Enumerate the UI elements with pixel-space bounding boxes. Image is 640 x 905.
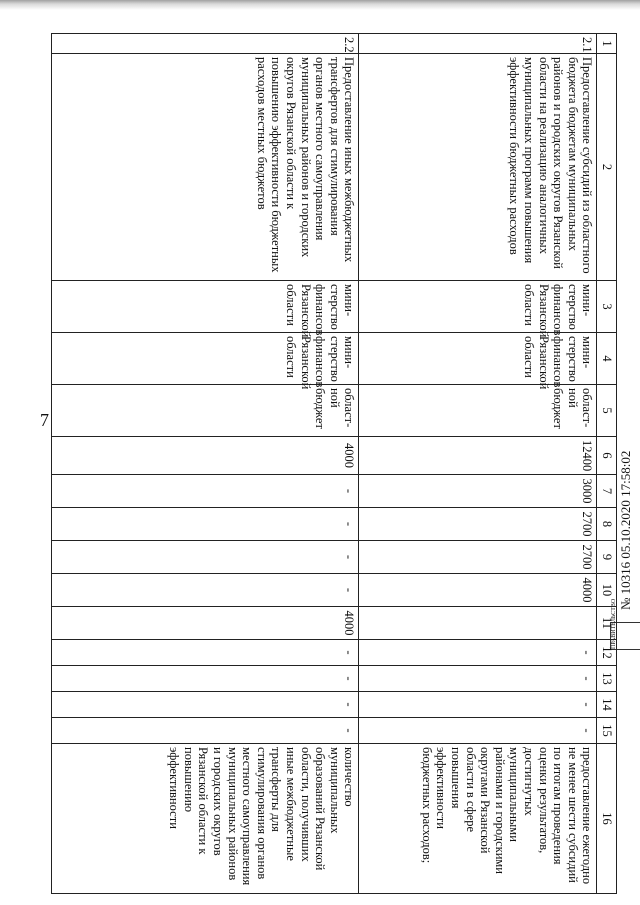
header-cell: 6: [597, 437, 617, 475]
cell-value: 4000: [359, 574, 597, 607]
table-row: [52, 34, 359, 894]
stamp-logo-icon: ПРАВИТЕЛЬСТВО: [610, 622, 640, 650]
header-cell: 15: [597, 718, 617, 744]
cell-total: 12400: [359, 437, 597, 475]
row-number: 2.1: [359, 34, 597, 54]
header-cell: 9: [597, 541, 617, 574]
table-row: [359, 34, 597, 894]
cell-funding-source: област-ной бюджет: [52, 385, 359, 437]
cell-value: [359, 607, 597, 640]
cell-value: -: [52, 508, 359, 541]
cell-value: -: [52, 541, 359, 574]
row-description: Предоставление иных межбюджетных трансфертов для стимулирования органов местного самоуправления муниципальных районов и городских округов Рязанской области к повышению эффективности бюджетных расходов местных бюджетов: [52, 54, 359, 281]
row-number: 2.2: [52, 34, 359, 54]
header-cell: 2: [597, 54, 617, 281]
cell-value: -: [52, 666, 359, 692]
cell-value: -: [52, 692, 359, 718]
header-cell: 7: [597, 475, 617, 508]
header-cell: 4: [597, 333, 617, 385]
header-cell: 11: [597, 607, 617, 640]
header-cell: 12: [597, 640, 617, 666]
header-cell: 1: [597, 34, 617, 54]
cell-value: 2700: [359, 508, 597, 541]
cell-value: -: [52, 475, 359, 508]
cell-indicator: количество муниципальных образований Рязанской области, получивших иные межбюджетные трансферты для стимулирования органов местного самоуправления муниципальных районов и городских округов Рязанской области к повышению эффективности: [52, 744, 359, 894]
program-table: [51, 33, 617, 894]
cell-value: -: [359, 718, 597, 744]
cell-executor: мини-стерство финансов Рязанской области: [359, 281, 597, 333]
document-table-rotated: [51, 33, 617, 893]
cell-value: -: [359, 666, 597, 692]
header-cell: 10: [597, 574, 617, 607]
cell-total: 4000: [52, 437, 359, 475]
header-cell: 13: [597, 666, 617, 692]
cell-value: 2700: [359, 541, 597, 574]
header-cell: 3: [597, 281, 617, 333]
cell-value: -: [52, 574, 359, 607]
header-cell: 8: [597, 508, 617, 541]
header-cell: 5: [597, 385, 617, 437]
cell-value: 3000: [359, 475, 597, 508]
cell-value: -: [359, 640, 597, 666]
cell-value: 4000: [52, 607, 359, 640]
cell-executor: мини-стерство финансов Рязанской области: [52, 281, 359, 333]
cell-funding-source: област-ной бюджет: [359, 385, 597, 437]
page-number: 7: [40, 410, 49, 430]
cell-indicator: предоставление ежегодно не менее шести субсидий по итогам проведения оценки результатов, достигнутых муниципальными районами и городскими округами Рязанской области в сфере повышения эффективности бюджетных расходов;: [359, 744, 597, 894]
cell-administrator: мини-стерство финансов Рязанской области: [52, 333, 359, 385]
header-cell: 14: [597, 692, 617, 718]
stamp-text: № 10316 05.10.2020 17:58:02: [618, 450, 633, 610]
cell-value: -: [52, 718, 359, 744]
scan-edge: [0, 0, 640, 10]
cell-administrator: мини-стерство финансов Рязанской области: [359, 333, 597, 385]
header-row: [597, 34, 617, 894]
cell-value: -: [359, 692, 597, 718]
row-description: Предоставление субсидий из областного бюджета бюджетам муниципальных районов и городских округов Рязанской области на реализацию аналогичных муниципальных программ повышения эффективности бюджетных расходов: [359, 54, 597, 281]
header-cell: 16: [597, 744, 617, 894]
cell-value: -: [52, 640, 359, 666]
